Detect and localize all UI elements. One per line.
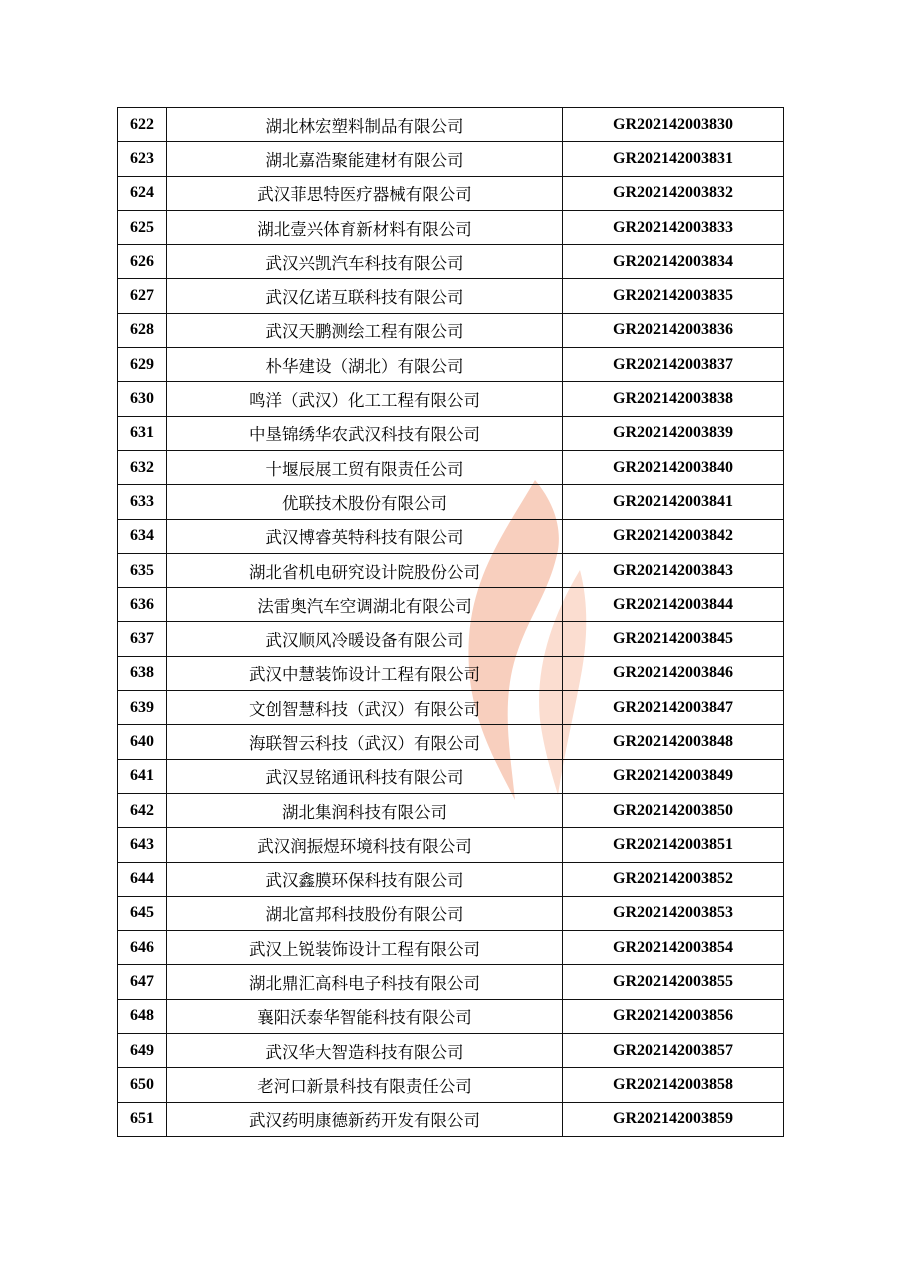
company-name: 十堰辰展工贸有限责任公司 (167, 450, 563, 484)
table-row (118, 1034, 784, 1068)
table-row (118, 793, 784, 827)
row-number: 641 (118, 759, 167, 793)
table-row (118, 519, 784, 553)
table-row (118, 828, 784, 862)
company-name: 朴华建设（湖北）有限公司 (167, 348, 563, 382)
certificate-code: GR202142003836 (563, 313, 784, 347)
table-row (118, 553, 784, 587)
certificate-code: GR202142003842 (563, 519, 784, 553)
table-row (118, 450, 784, 484)
table-row (118, 485, 784, 519)
company-name: 湖北集润科技有限公司 (167, 793, 563, 827)
certificate-code: GR202142003846 (563, 656, 784, 690)
certificate-code: GR202142003840 (563, 450, 784, 484)
row-number: 650 (118, 1068, 167, 1102)
row-number: 633 (118, 485, 167, 519)
row-number: 636 (118, 588, 167, 622)
row-number: 634 (118, 519, 167, 553)
company-table (117, 107, 784, 1137)
table-row (118, 622, 784, 656)
certificate-code: GR202142003847 (563, 691, 784, 725)
table-row (118, 176, 784, 210)
table-row (118, 313, 784, 347)
certificate-code: GR202142003850 (563, 793, 784, 827)
certificate-code: GR202142003844 (563, 588, 784, 622)
certificate-code: GR202142003849 (563, 759, 784, 793)
certificate-code: GR202142003854 (563, 931, 784, 965)
company-name: 法雷奥汽车空调湖北有限公司 (167, 588, 563, 622)
row-number: 645 (118, 896, 167, 930)
table-row (118, 382, 784, 416)
table-row (118, 279, 784, 313)
certificate-code: GR202142003859 (563, 1102, 784, 1136)
company-name: 武汉兴凯汽车科技有限公司 (167, 245, 563, 279)
certificate-code: GR202142003845 (563, 622, 784, 656)
company-name: 襄阳沃泰华智能科技有限公司 (167, 999, 563, 1033)
table-row (118, 588, 784, 622)
row-number: 630 (118, 382, 167, 416)
company-name: 鸣洋（武汉）化工工程有限公司 (167, 382, 563, 416)
row-number: 631 (118, 416, 167, 450)
row-number: 622 (118, 108, 167, 142)
row-number: 646 (118, 931, 167, 965)
table-row (118, 862, 784, 896)
table-row (118, 725, 784, 759)
company-name: 湖北壹兴体育新材料有限公司 (167, 210, 563, 244)
row-number: 626 (118, 245, 167, 279)
company-name: 武汉华大智造科技有限公司 (167, 1034, 563, 1068)
company-name: 老河口新景科技有限责任公司 (167, 1068, 563, 1102)
table-row (118, 142, 784, 176)
company-name: 文创智慧科技（武汉）有限公司 (167, 691, 563, 725)
company-name: 海联智云科技（武汉）有限公司 (167, 725, 563, 759)
row-number: 642 (118, 793, 167, 827)
row-number: 647 (118, 965, 167, 999)
certificate-code: GR202142003830 (563, 108, 784, 142)
table-row (118, 108, 784, 142)
company-name: 武汉鑫膜环保科技有限公司 (167, 862, 563, 896)
certificate-code: GR202142003857 (563, 1034, 784, 1068)
table-row (118, 416, 784, 450)
company-name: 湖北嘉浩聚能建材有限公司 (167, 142, 563, 176)
certificate-code: GR202142003843 (563, 553, 784, 587)
certificate-code: GR202142003851 (563, 828, 784, 862)
row-number: 643 (118, 828, 167, 862)
certificate-code: GR202142003841 (563, 485, 784, 519)
row-number: 644 (118, 862, 167, 896)
company-name: 武汉亿诺互联科技有限公司 (167, 279, 563, 313)
company-name: 武汉中慧装饰设计工程有限公司 (167, 656, 563, 690)
certificate-code: GR202142003833 (563, 210, 784, 244)
company-name: 武汉药明康德新药开发有限公司 (167, 1102, 563, 1136)
company-name: 武汉顺风冷暖设备有限公司 (167, 622, 563, 656)
company-name: 武汉天鹏测绘工程有限公司 (167, 313, 563, 347)
certificate-code: GR202142003848 (563, 725, 784, 759)
company-name: 武汉昱铭通讯科技有限公司 (167, 759, 563, 793)
certificate-code: GR202142003834 (563, 245, 784, 279)
table-row (118, 931, 784, 965)
certificate-code: GR202142003856 (563, 999, 784, 1033)
company-name: 武汉菲思特医疗器械有限公司 (167, 176, 563, 210)
row-number: 628 (118, 313, 167, 347)
row-number: 627 (118, 279, 167, 313)
certificate-code: GR202142003839 (563, 416, 784, 450)
company-name: 湖北林宏塑料制品有限公司 (167, 108, 563, 142)
table-row (118, 656, 784, 690)
row-number: 651 (118, 1102, 167, 1136)
row-number: 637 (118, 622, 167, 656)
company-table-body (118, 108, 784, 1137)
certificate-code: GR202142003832 (563, 176, 784, 210)
row-number: 632 (118, 450, 167, 484)
company-name: 中垦锦绣华农武汉科技有限公司 (167, 416, 563, 450)
row-number: 629 (118, 348, 167, 382)
row-number: 649 (118, 1034, 167, 1068)
row-number: 625 (118, 210, 167, 244)
company-name: 武汉上锐装饰设计工程有限公司 (167, 931, 563, 965)
row-number: 635 (118, 553, 167, 587)
certificate-code: GR202142003852 (563, 862, 784, 896)
row-number: 624 (118, 176, 167, 210)
certificate-code: GR202142003837 (563, 348, 784, 382)
company-name: 湖北富邦科技股份有限公司 (167, 896, 563, 930)
table-row (118, 965, 784, 999)
company-name: 湖北鼎汇高科电子科技有限公司 (167, 965, 563, 999)
certificate-code: GR202142003853 (563, 896, 784, 930)
certificate-code: GR202142003838 (563, 382, 784, 416)
table-row (118, 759, 784, 793)
company-name: 武汉润振煜环境科技有限公司 (167, 828, 563, 862)
row-number: 638 (118, 656, 167, 690)
company-name: 武汉博睿英特科技有限公司 (167, 519, 563, 553)
table-row (118, 210, 784, 244)
certificate-code: GR202142003858 (563, 1068, 784, 1102)
row-number: 648 (118, 999, 167, 1033)
company-name: 湖北省机电研究设计院股份公司 (167, 553, 563, 587)
row-number: 623 (118, 142, 167, 176)
company-name: 优联技术股份有限公司 (167, 485, 563, 519)
table-row (118, 1102, 784, 1136)
certificate-code: GR202142003835 (563, 279, 784, 313)
table-row (118, 245, 784, 279)
table-row (118, 999, 784, 1033)
certificate-code: GR202142003855 (563, 965, 784, 999)
table-row (118, 348, 784, 382)
row-number: 640 (118, 725, 167, 759)
table-row (118, 691, 784, 725)
table-row (118, 896, 784, 930)
table-row (118, 1068, 784, 1102)
row-number: 639 (118, 691, 167, 725)
certificate-code: GR202142003831 (563, 142, 784, 176)
